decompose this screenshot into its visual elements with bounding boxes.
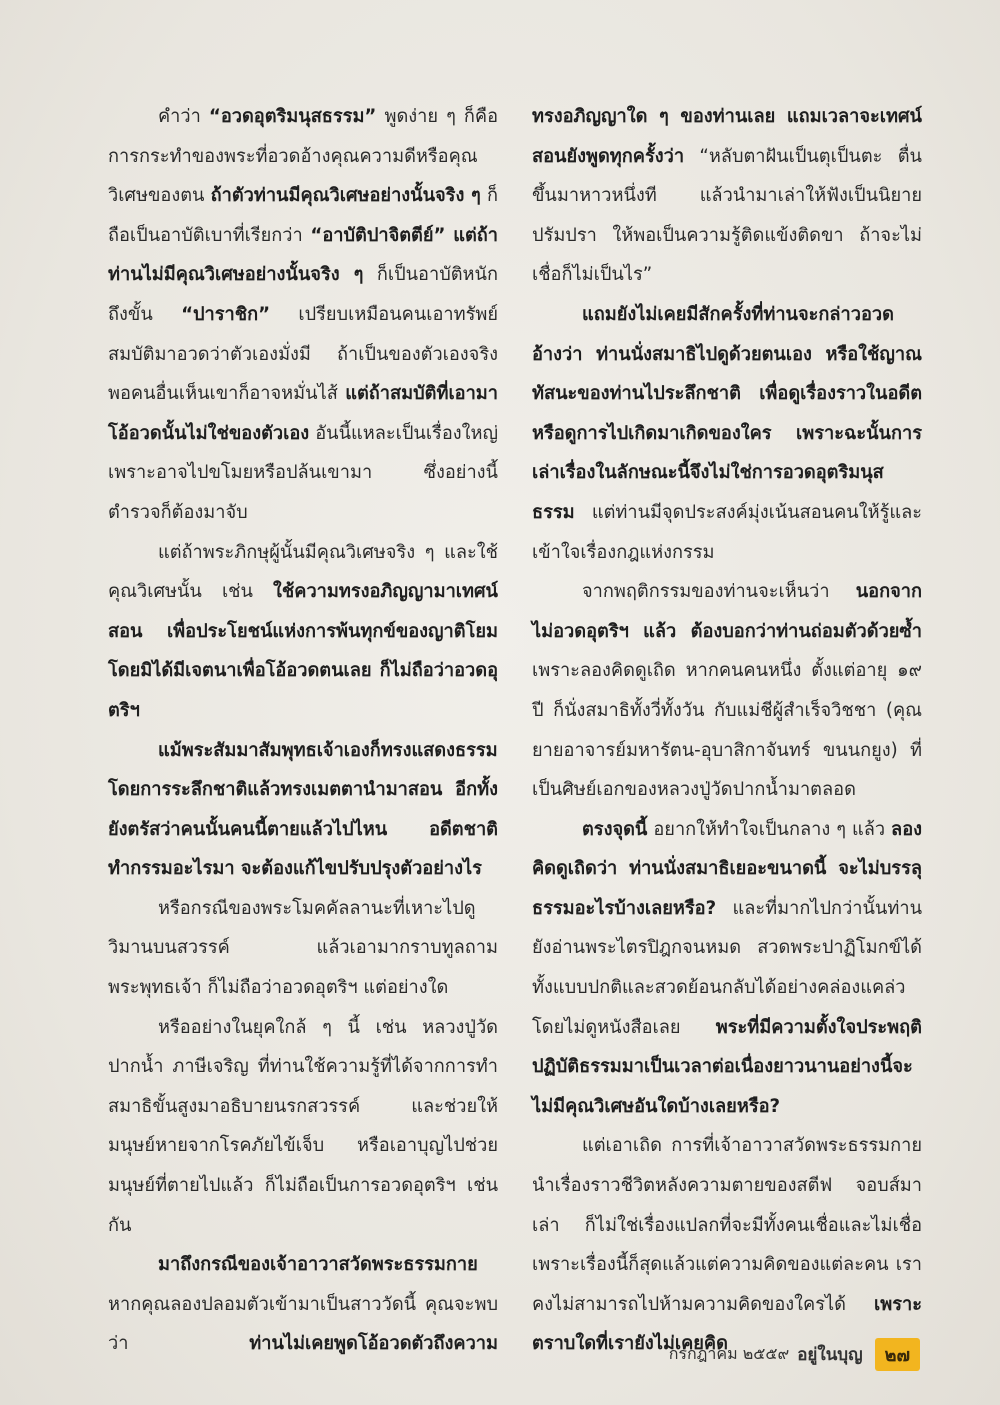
paragraph: มาถึงกรณีของเจ้าอาวาสวัดพระธรรมกาย หากคุณลองปลอมตัวเข้ามาเป็นสาววัดนี้ คุณจะพบว่า ท่านไม่เคยพูดโอ้อวดตัวถึงความ <box>108 1254 498 1355</box>
paragraph: จากพฤติกรรมของท่านจะเห็นว่า นอกจากไม่อวดอุตริฯ แล้ว ต้องบอกว่าท่านถ่อมตัวด้วยซ้ำ เพราะลองคิดดูเถิด หากคนคนหนึ่ง ตั้งแต่อายุ ๑๙ ปี ก็นั่งสมาธิทั้งวี่ทั้งวัน กับแม่ชีผู้สำเร็จวิชชา (คุณยายอาจารย์มหารัตน-อุบาสิกาจันทร์ ขนนกยูง) ที่เป็นศิษย์เอกของหลวงปู่วัดปากน้ำมาตลอด <box>532 581 922 801</box>
issue-date: กรกฎาคม ๒๕๕๙ <box>668 1343 790 1363</box>
page-footer <box>660 1337 920 1371</box>
paragraph: แม้พระสัมมาสัมพุทธเจ้าเองก็ทรงแสดงธรรมโดยการระลึกชาติแล้วทรงเมตตานำมาสอน อีกทั้งยังตรัสว่าคนนั้นคนนี้ตายแล้วไปไหน อดีตชาติทำกรรมอะไรมา จะต้องแก้ไขปรับปรุงตัวอย่างไร <box>108 739 498 880</box>
magazine-name: อยู่ในบุญ <box>797 1344 863 1365</box>
paragraph: หรืออย่างในยุคใกล้ ๆ นี้ เช่น หลวงปู่วัดปากน้ำ ภาษีเจริญ ที่ท่านใช้ความรู้ที่ได้จากการทำสมาธิขั้นสูงมาอธิบายนรกสวรรค์ และช่วยให้มนุษย์หายจากโรคภัยไข้เจ็บ หรือเอาบุญไปช่วยมนุษย์ที่ตายไปแล้ว ก็ไม่ถือเป็นการอวดอุตริฯ เช่นกัน <box>108 1016 498 1236</box>
left-column <box>108 97 498 1364</box>
paragraph: แต่ถ้าพระภิกษุผู้นั้นมีคุณวิเศษจริง ๆ และใช้คุณวิเศษนั้น เช่น ใช้ความทรงอภิญญามาเทศน์สอน เพื่อประโยชน์แห่งการพ้นทุกข์ของญาติโยม โดยมิได้มีเจตนาเพื่อโอ้อวดตนเลย ก็ไม่ถือว่าอวดอุตริฯ <box>108 541 498 721</box>
paragraph: แถมยังไม่เคยมีสักครั้งที่ท่านจะกล่าวอวดอ้างว่า ท่านนั่งสมาธิไปดูด้วยตนเอง หรือใช้ญาณทัสนะของท่านไประลึกชาติ เพื่อดูเรื่องราวในอดีตหรือดูการไปเกิดมาเกิดของใคร เพราะฉะนั้นการเล่าเรื่องในลักษณะนี้จึงไม่ใช่การอวดอุตริมนุสธรรม แต่ท่านมีจุดประสงค์มุ่งเน้นสอนคนให้รู้และเข้าใจเรื่องกฎแห่งกรรม <box>532 303 922 563</box>
paragraph: ทรงอภิญญาใด ๆ ของท่านเลย แถมเวลาจะเทศน์สอนยังพูดทุกครั้งว่า “หลับตาฝันเป็นตุเป็นตะ ตื่นขึ้นมาหาวหนึ่งที แล้วนำมาเล่าให้ฟังเป็นนิยายปรัมปรา ให้พอเป็นความรู้ติดแข้งติดขา ถ้าจะไม่เชื่อก็ไม่เป็นไร” <box>532 106 922 286</box>
paragraph: หรือกรณีของพระโมคคัลลานะที่เหาะไปดูวิมานบนสวรรค์ แล้วเอามากราบทูลถามพระพุทธเจ้า ก็ไม่ถือว่าอวดอุตริฯ แต่อย่างใด <box>108 897 498 999</box>
paragraph: คำว่า “อวดอุตริมนุสธรรม” พูดง่าย ๆ ก็คือ การกระทำของพระที่อวดอ้างคุณความดีหรือคุณวิเศษของตน ถ้าตัวท่านมีคุณวิเศษอย่างนั้นจริง ๆ ก็ถือเป็นอาบัติเบาที่เรียกว่า “อาบัติปาจิตตีย์” แต่ถ้าท่านไม่มีคุณวิเศษอย่างนั้นจริง ๆ ก็เป็นอาบัติหนักถึงขั้น “ปาราชิก” เปรียบเหมือนคนเอาทรัพย์สมบัติมาอวดว่าตัวเองมั่งมี ถ้าเป็นของตัวเองจริง พอคนอื่นเห็นเขาก็อาจหมั่นไส้ แต่ถ้าสมบัติที่เอามาโอ้อวดนั้นไม่ใช่ของตัวเอง อันนี้แหละเป็นเรื่องใหญ่ เพราะอาจไปขโมยหรือปล้นเขามา ซึ่งอย่างนี้ตำรวจก็ต้องมาจับ <box>108 106 499 523</box>
page-number: ๒๗ <box>875 1338 920 1371</box>
right-column <box>532 97 922 1364</box>
paragraph: ตรงจุดนี้ อยากให้ทำใจเป็นกลาง ๆ แล้ว ลองคิดดูเถิดว่า ท่านนั่งสมาธิเยอะขนาดนี้ จะไม่บรรลุธรรมอะไรบ้างเลยหรือ? และที่มากไปกว่านั้นท่านยังอ่านพระไตรปิฎกจนหมด สวดพระปาฏิโมกข์ได้ทั้งแบบปกติและสวดย้อนกลับได้อย่างคล่องแคล่วโดยไม่ดูหนังสือเลย พระที่มีความตั้งใจประพฤติปฏิบัติธรรมมาเป็นเวลาต่อเนื่องยาวนานอย่างนี้จะไม่มีคุณวิเศษอันใดบ้างเลยหรือ? <box>532 818 922 1117</box>
paragraph: แต่เอาเถิด การที่เจ้าอาวาสวัดพระธรรมกายนำเรื่องราวชีวิตหลังความตายของสตีฟ จอบส์มาเล่า ก็ไม่ใช่เรื่องแปลกที่จะมีทั้งคนเชื่อและไม่เชื่อ เพราะเรื่องนี้ก็สุดแล้วแต่ความคิดของแต่ละคน เราคงไม่สามารถไปห้ามความคิดของใครได้ เพราะตราบใดที่เรายังไม่เคยคิด <box>532 1135 922 1355</box>
